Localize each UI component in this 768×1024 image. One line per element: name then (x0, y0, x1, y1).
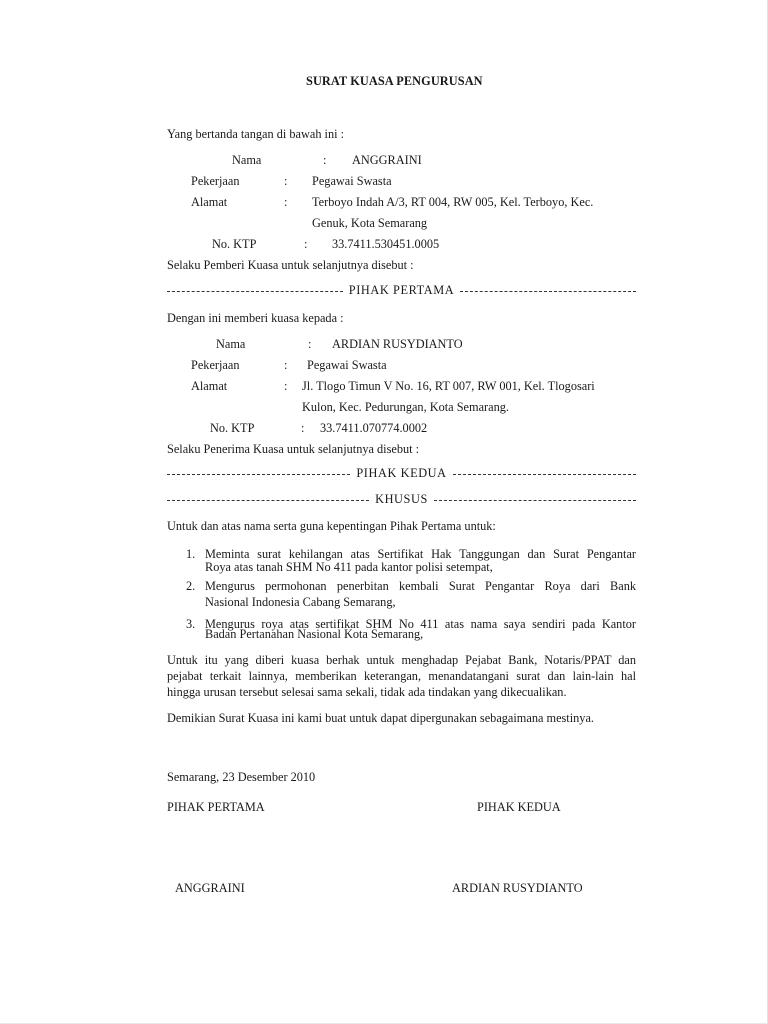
grantee-alamat-line1: Jl. Tlogo Timun V No. 16, RT 007, RW 001, Kel. Tlogosari (302, 379, 595, 393)
separator-label: PIHAK KEDUA (356, 466, 447, 481)
list-item-number: 2. (186, 579, 196, 593)
grantee-alamat-line2: Kulon, Kec. Pedurungan, Kota Semarang. (302, 400, 509, 414)
grantor-ktp-colon: : (304, 237, 308, 251)
purpose-intro: Untuk dan atas nama serta guna kepentingan Pihak Pertama untuk: (167, 519, 496, 533)
grantor-pekerjaan-value: Pegawai Swasta (312, 174, 392, 188)
grantor-alamat-line1: Terboyo Indah A/3, RT 004, RW 005, Kel. Terboyo, Kec. (312, 195, 594, 209)
signature-left-role: PIHAK PERTAMA (167, 800, 265, 814)
grantor-alamat-line2: Genuk, Kota Semarang (312, 216, 428, 230)
list-item-line: Meminta surat kehilangan atas Sertifikat Hak Tanggungan dan Surat Pengantar (205, 547, 636, 561)
list-item-number: 3. (186, 617, 196, 631)
grantee-nama-colon: : (308, 337, 312, 351)
separator-label: KHUSUS (375, 492, 428, 507)
signature-right-role: PIHAK KEDUA (477, 800, 561, 814)
place-date: Semarang, 23 Desember 2010 (167, 770, 316, 784)
grantee-ktp-colon: : (301, 421, 305, 435)
grantee-alamat-label: Alamat (191, 379, 228, 393)
intro-text: Yang bertanda tangan di bawah ini : (167, 127, 345, 141)
grantor-designation: Selaku Pemberi Kuasa untuk selanjutnya disebut : (167, 258, 414, 272)
list-item-line: Roya atas tanah SHM No 411 pada kantor polisi setempat, (205, 560, 493, 574)
grantee-alamat-colon: : (284, 379, 288, 393)
grantee-pekerjaan-value: Pegawai Swasta (307, 358, 387, 372)
list-item-line: Badan Pertanahan Nasional Kota Semarang, (205, 627, 424, 641)
authority-line: pejabat terkait lainnya, memberikan keterangan, menandatangani surat dan lain-lain hal (167, 669, 636, 683)
grantee-pekerjaan-label: Pekerjaan (191, 358, 240, 372)
authority-line: Untuk itu yang diberi kuasa berhak untuk menghadap Pejabat Bank, Notaris/PPAT dan (167, 653, 636, 667)
signature-right-name: ARDIAN RUSYDIANTO (452, 881, 583, 895)
grantor-nama-label: Nama (232, 153, 262, 167)
grantor-pekerjaan-label: Pekerjaan (191, 174, 240, 188)
grantor-alamat-colon: : (284, 195, 288, 209)
separator-pihak-kedua (167, 466, 636, 481)
list-item-line: Nasional Indonesia Cabang Semarang, (205, 595, 396, 609)
separator-khusus (167, 492, 636, 507)
dash-line (453, 474, 636, 475)
grantee-designation: Selaku Penerima Kuasa untuk selanjutnya disebut : (167, 442, 420, 456)
grantee-pekerjaan-colon: : (284, 358, 288, 372)
dash-line (167, 474, 350, 475)
grantee-ktp-label: No. KTP (210, 421, 255, 435)
list-item-line: Mengurus permohonan penerbitan kembali Surat Pengantar Roya dari Bank (205, 579, 636, 593)
list-item-number: 1. (186, 547, 196, 561)
grantee-nama-value: ARDIAN RUSYDIANTO (332, 337, 463, 351)
grantee-nama-label: Nama (216, 337, 246, 351)
grant-intro: Dengan ini memberi kuasa kepada : (167, 311, 344, 325)
separator-label: PIHAK PERTAMA (348, 283, 455, 298)
separator-pihak-pertama (167, 283, 636, 298)
grantee-ktp-value: 33.7411.070774.0002 (320, 421, 428, 435)
authority-line: hingga urusan tersebut selesai sama sekali, tidak ada tindakan yang dikecualikan. (167, 685, 567, 699)
grantor-ktp-label: No. KTP (212, 237, 257, 251)
grantor-pekerjaan-colon: : (284, 174, 288, 188)
dash-line (167, 500, 369, 501)
grantor-nama-value: ANGGRAINI (352, 153, 422, 167)
dash-line (167, 291, 343, 292)
grantor-nama-colon: : (323, 153, 327, 167)
grantor-ktp-value: 33.7411.530451.0005 (332, 237, 440, 251)
document-title: SURAT KUASA PENGURUSAN (306, 74, 483, 88)
list-item-line: Mengurus roya atas sertifikat SHM No 411 atas nama saya sendiri pada Kantor (205, 617, 636, 631)
closing-text: Demikian Surat Kuasa ini kami buat untuk dapat dipergunakan sebagaimana mestinya. (167, 711, 594, 725)
dash-line (460, 291, 636, 292)
dash-line (434, 500, 636, 501)
grantor-alamat-label: Alamat (191, 195, 228, 209)
signature-left-name: ANGGRAINI (175, 881, 245, 895)
